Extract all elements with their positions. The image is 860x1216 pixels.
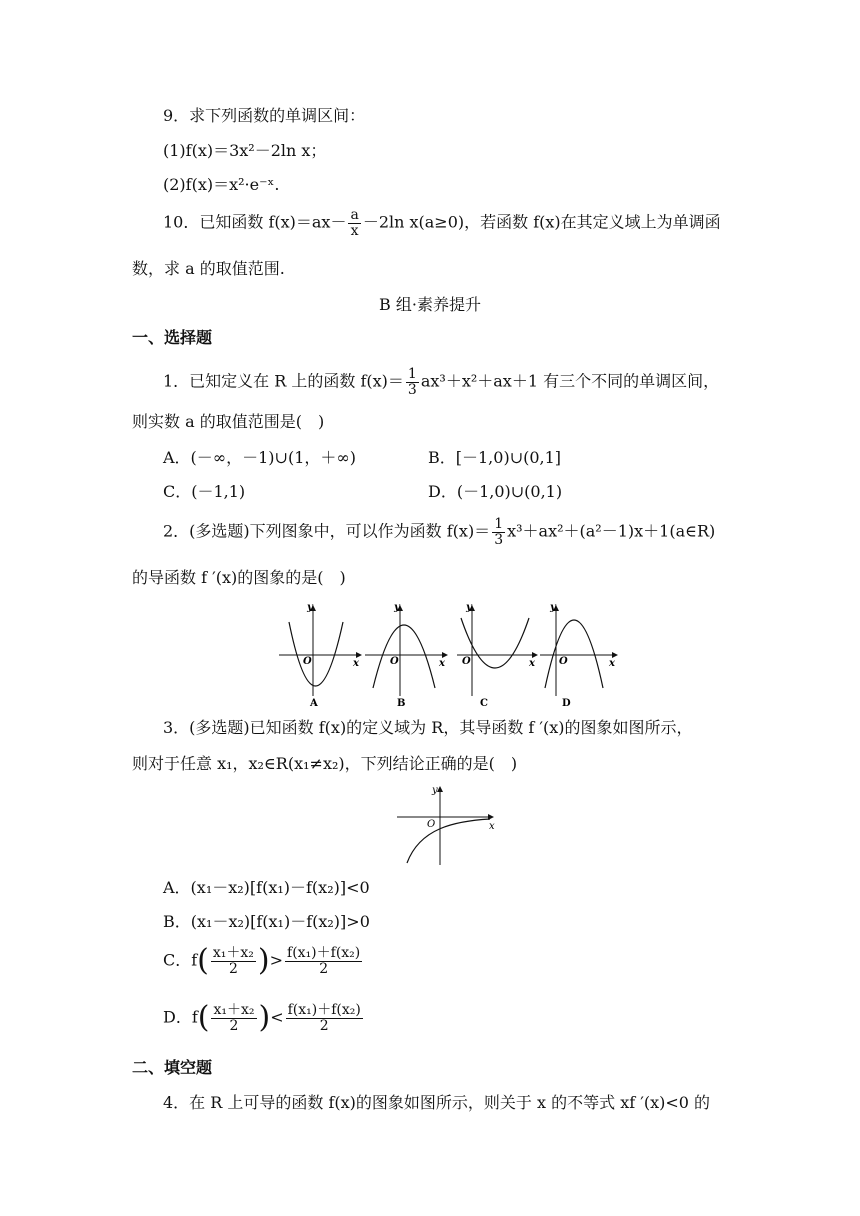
q2-d-label: D <box>562 698 571 709</box>
q2-graph-b <box>365 602 447 709</box>
q1-line1-a: 1．已知定义在 R 上的函数 f(x)＝ <box>163 371 404 391</box>
q3-option-c: C．f( $\frac{\text{x₁＋x₂}}{2}$ )> $\frac{\text{f(x₁)＋f(x₂)}}{2}$ <box>163 943 361 979</box>
q1-fraction <box>406 367 419 397</box>
q3-option-c-arg-num: x₁＋x₂ <box>212 945 254 961</box>
q2-frac-den: 3 <box>494 531 504 548</box>
q3-option-d-relation: < <box>270 1007 284 1027</box>
q3-option-b: B．(x₁－x₂)[f(x₁)－f(x₂)]>0 <box>163 912 370 931</box>
q2-graph-c <box>457 602 537 709</box>
q2-d-ylabel: y <box>550 602 556 613</box>
q9-title: 9．求下列函数的单调区间： <box>163 106 366 125</box>
q3-option-c-arg <box>211 946 256 976</box>
q3-option-c-rhs-den: 2 <box>319 960 329 977</box>
q2-line1 <box>163 517 715 547</box>
q3-option-d-rhs-num: f(x₁)＋f(x₂) <box>287 1002 361 1018</box>
q2-a-origin: O <box>303 656 312 667</box>
q3-option-c-rhs <box>285 946 362 976</box>
q2-fraction <box>492 517 505 547</box>
q2-c-ylabel: y <box>466 602 472 613</box>
q9-part2: (2)f(x)＝x²·e⁻ˣ. <box>163 175 280 194</box>
q10-line1 <box>163 208 721 238</box>
q3-option-d-arg <box>211 1003 256 1033</box>
section-fill-heading: 二、填空题 <box>132 1058 213 1077</box>
group-b-heading: B 组·素养提升 <box>379 295 481 314</box>
q3-option-d: D．f( $\frac{\text{x₁＋x₂}}{2}$ )< $\frac{\text{f(x₁)＋f(x₂)}}{2}$ <box>163 1000 361 1036</box>
q1-option-b: B．[－1,0)∪(0,1] <box>428 448 562 467</box>
q1-frac-den: 3 <box>407 381 417 398</box>
q3-option-c-rhs-num: f(x₁)＋f(x₂) <box>287 945 361 961</box>
q3-option-c-prefix: C．f <box>163 950 198 970</box>
q10-line1-b: －2ln x(a≥0)，若函数 f(x)在其定义域上为单调函 <box>362 212 721 232</box>
q3-option-d-arg-num: x₁＋x₂ <box>213 1002 255 1018</box>
q2-graph-a <box>279 602 361 709</box>
q1-option-d: D．(－1,0)∪(0,1) <box>428 482 563 501</box>
q1-line1-b: ax³＋x²＋ax＋1 有三个不同的单调区间， <box>420 371 720 391</box>
q2-line2: 的导函数 f ′(x)的图象的是( ) <box>132 568 346 587</box>
q3-option-d-rhs-den: 2 <box>319 1017 329 1034</box>
q3-option-d-prefix: D．f <box>163 1007 198 1027</box>
q2-frac-num: 1 <box>494 516 504 532</box>
q3-option-d-rhs <box>286 1003 363 1033</box>
q10-frac-den: x <box>350 222 359 239</box>
q10-line1-a: 10．已知函数 f(x)＝ax－ <box>163 212 347 232</box>
q2-line1-b: x³＋ax²＋(a²－1)x＋1(a∈R) <box>507 521 716 541</box>
q2-a-xlabel: x <box>353 658 359 669</box>
q3-line1: 3．(多选题)已知函数 f(x)的定义域为 R，其导函数 f ′(x)的图象如图所示， <box>163 718 693 737</box>
q3-line2: 则对于任意 x₁，x₂∈R(x₁≠x₂)，下列结论正确的是( ) <box>132 754 518 773</box>
q1-line2: 则实数 a 的取值范围是( ) <box>132 412 325 431</box>
q2-b-ylabel: y <box>394 602 400 613</box>
q2-graphs-figure <box>275 600 620 710</box>
q2-a-ylabel: y <box>307 602 313 613</box>
q2-b-label: B <box>397 698 406 709</box>
q2-a-label: A <box>310 698 318 709</box>
q3-graph <box>395 783 505 868</box>
q2-c-origin: O <box>462 656 471 667</box>
q2-line1-a: 2．(多选题)下列图象中，可以作为函数 f(x)＝ <box>163 521 491 541</box>
q2-d-origin: O <box>559 656 568 667</box>
q1-frac-num: 1 <box>407 366 417 382</box>
q10-frac-num: a <box>350 207 359 223</box>
q1-option-c: C．(－1,1) <box>163 482 246 501</box>
q3-option-a: A．(x₁－x₂)[f(x₁)－f(x₂)]<0 <box>163 878 370 897</box>
q1-line1 <box>163 367 719 397</box>
q2-b-xlabel: x <box>439 658 445 669</box>
q10-fraction <box>348 208 360 238</box>
q3-ylabel: y <box>432 785 438 796</box>
section-choice-heading: 一、选择题 <box>132 328 213 347</box>
q10-line2: 数，求 a 的取值范围. <box>132 259 285 278</box>
q2-d-xlabel: x <box>609 658 615 669</box>
q3-origin: O <box>427 819 436 830</box>
q2-c-label: C <box>480 698 488 709</box>
q4-line1: 4．在 R 上可导的函数 f(x)的图象如图所示，则关于 x 的不等式 xf ′(x)<0 的 <box>163 1093 711 1112</box>
q2-graph-d <box>540 602 617 709</box>
q3-option-c-arg-den: 2 <box>228 960 238 977</box>
q3-option-d-arg-den: 2 <box>229 1017 239 1034</box>
q3-option-c-relation: > <box>269 950 284 970</box>
q3-xlabel: x <box>489 821 495 832</box>
q9-part1: (1)f(x)＝3x²－2ln x； <box>163 141 327 160</box>
q1-option-a: A．(－∞，－1)∪(1，＋∞) <box>163 448 356 467</box>
q2-b-origin: O <box>390 656 399 667</box>
q2-c-xlabel: x <box>529 658 535 669</box>
